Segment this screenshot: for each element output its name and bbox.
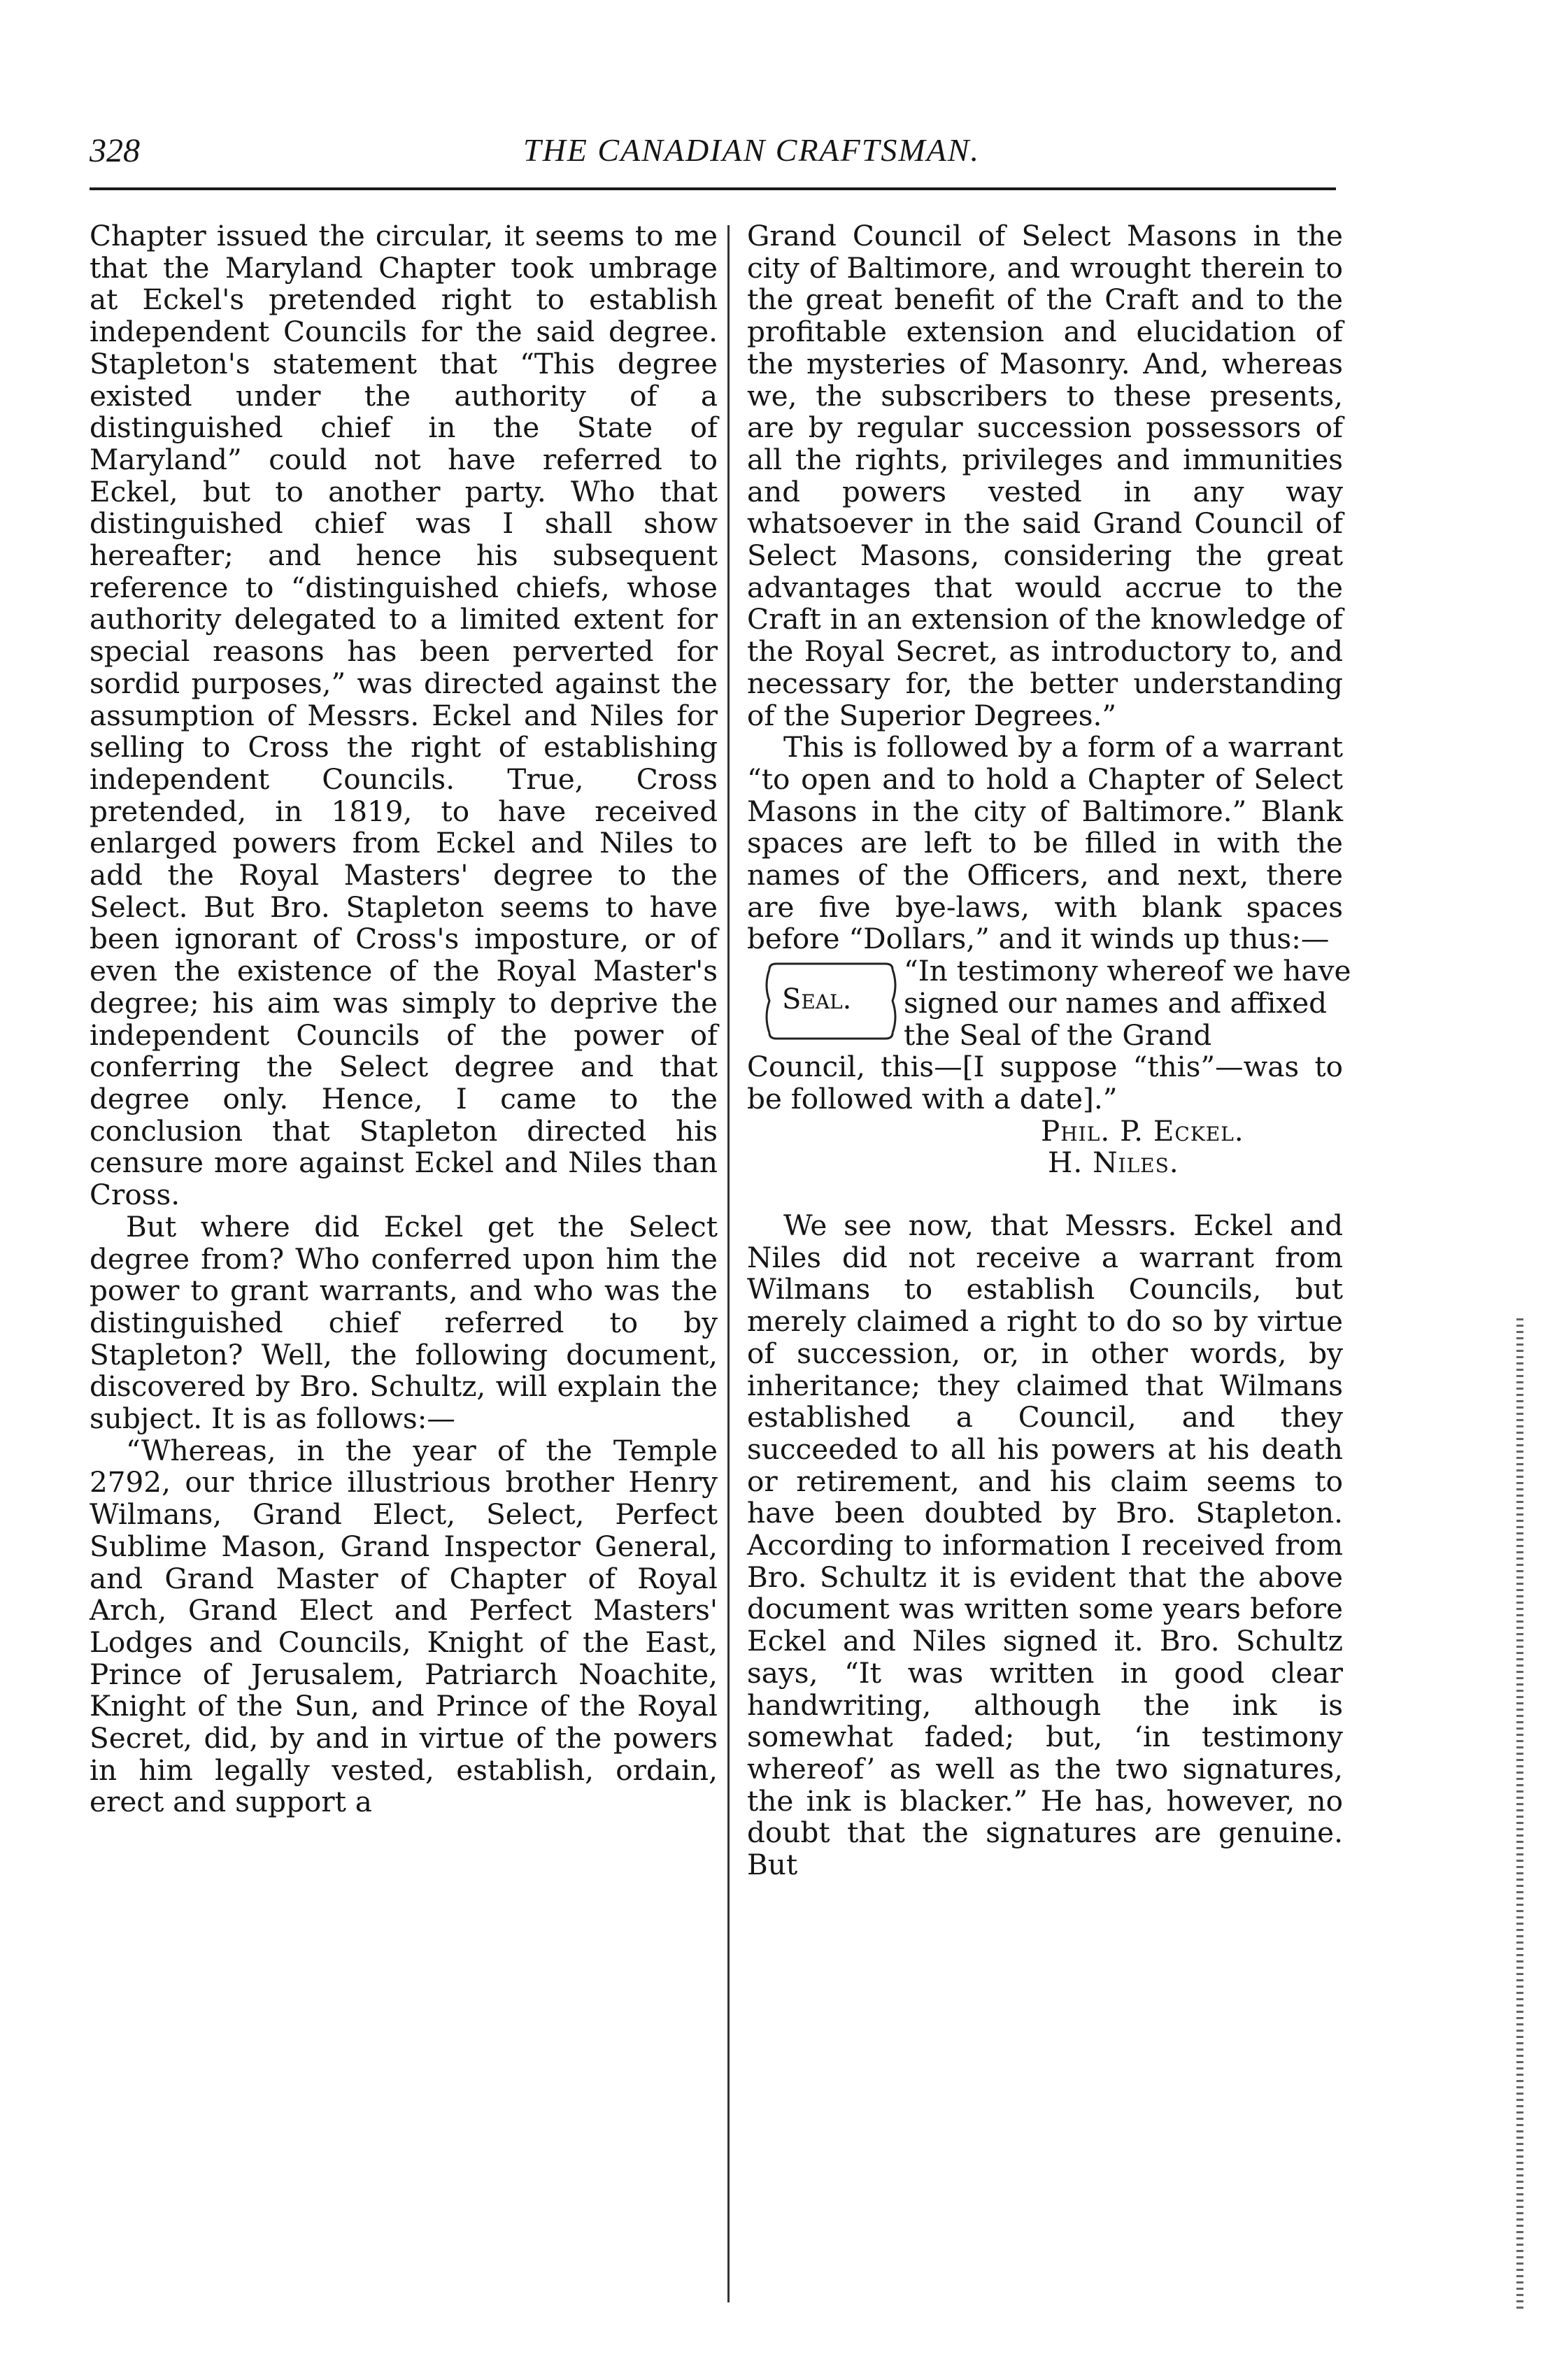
seal-bracket	[761, 961, 901, 1041]
left-paragraph-2: But where did Eckel get the Select degree from? Who conferred upon him the power to grant warrants, and who was the distinguished chief referred to by Stapleton? Well, the following document, discovered by Bro. Schultz, will explain the subject. It is as follows:—	[90, 1209, 718, 1436]
page-header	[90, 131, 1349, 173]
seal-block	[747, 954, 1351, 1052]
signature-niles: H. Niles.	[1048, 1146, 1179, 1180]
right-paragraph-2: This is followed by a form of a warrant “to open and to hold a Chapter of Select Masons in the city of Baltimore.” Blank spaces are left to be filled in with the names of the Officers, and next, there are five bye-laws, with blank spaces before “Dollars,” and it winds up thus:—	[747, 730, 1343, 956]
column-divider	[727, 225, 730, 2302]
seal-label: Seal.	[782, 983, 852, 1016]
right-column	[747, 219, 1351, 1882]
scan-edge-artifact	[1516, 1318, 1523, 2311]
section-gap	[747, 1179, 1343, 1210]
right-paragraph-3: Council, this—[I suppose “this”—was to be followed with a date].”	[747, 1050, 1343, 1116]
right-paragraph-1: Grand Council of Select Masons in the city of Baltimore, and wrought therein to the great benefit of the Craft and to the profitable extension and elucidation of the mysteries of Masonry. And, whereas we, the subscribers to these presents, are by regular succession possessors of all the rights, privileges and immunities and powers vested in any way whatsoever in the said Grand Council of Select Masons, considering the great advantages that would accrue to the Craft in an extension of the knowledge of the Royal Secret, as introductory to, and necessary for, the better understanding of the Superior Degrees.”	[747, 219, 1343, 732]
signature-eckel: Phil. P. Eckel.	[1041, 1113, 1244, 1148]
left-paragraph-1: Chapter issued the circular, it seems to me that the Maryland Chapter took umbrage at Eckel's pretended right to establish independent Councils for the said degree. Stapleton's statement that “This degree existed under the authority of a distinguished chief in the State of Maryland” could not have referred to Eckel, but to another party. Who that distinguished chief was I shall show hereafter; and hence his subsequent reference to “distinguished chiefs, whose authority delegated to a limited extent for special reasons has been perverted for sordid purposes,” was directed against the assumption of Messrs. Eckel and Niles for selling to Cross the right of establishing independent Councils. True, Cross pretended, in 1819, to have received enlarged powers from Eckel and Niles to add the Royal Masters' degree to the Select. But Bro. Stapleton seems to have been ignorant of Cross's imposture, or of even the existence of the Royal Master's degree; his aim was simply to deprive the independent Councils of the power of conferring the Select degree and that degree only. Hence, I came to the conclusion that Stapleton directed his censure more against Eckel and Niles than Cross.	[90, 219, 718, 1212]
seal-testimony-text: “In testimony whereof we have signed our names and affixed the Seal of the Grand	[904, 954, 1351, 1052]
right-paragraph-4: We see now, that Messrs. Eckel and Niles did not receive a warrant from Wilmans to establish Councils, but merely claimed a right to do so by virtue of succession, or, in other words, by inheritance; they claimed that Wilmans established a Council, and they succeeded to all his powers at his death or retirement, and his claim seems to have been doubted by Bro. Stapleton. According to information I received from Bro. Schultz it is evident that the above document was written some years before Eckel and Niles signed it. Bro. Schultz says, “It was written in good clear handwriting, although the ink is somewhat faded; but, ‘in testimony whereof’ as well as the two signatures, the ink is blacker.” He has, however, no doubt that the signatures are genuine. But	[747, 1208, 1343, 1882]
left-column	[90, 220, 718, 1818]
running-title: THE CANADIAN CRAFTSMAN.	[523, 132, 980, 168]
header-rule	[90, 187, 1336, 190]
page-number: 328	[90, 132, 140, 169]
left-paragraph-3: “Whereas, in the year of the Temple 2792, our thrice illustrious brother Henry Wilmans, Grand Elect, Select, Perfect Sublime Mason, Grand Inspector General, and Grand Master of Chapter of Royal Arch, Grand Elect and Perfect Masters' Lodges and Councils, Knight of the East, Prince of Jerusalem, Patriarch Noachite, Knight of the Sun, and Prince of the Royal Secret, did, by and in virtue of the powers in him legally vested, establish, ordain, erect and support a	[90, 1433, 718, 1819]
